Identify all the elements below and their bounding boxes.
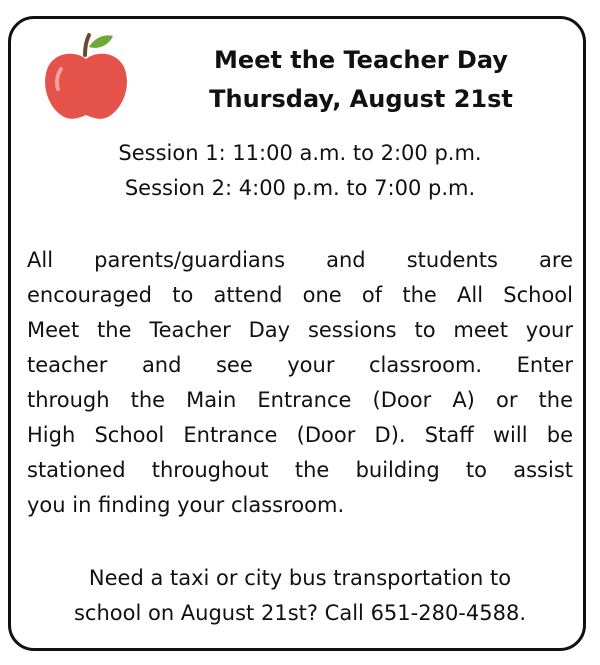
body-text-line: stationed throughout the building to assist — [27, 458, 573, 482]
body-text-line: through the Main Entrance (Door A) or the — [27, 388, 573, 412]
body-text-line: All parents/guardians and students are — [27, 248, 573, 272]
session-1-time: Session 1: 11:00 a.m. to 2:00 p.m. — [118, 141, 482, 165]
event-date: Thursday, August 21st — [209, 85, 513, 113]
body-text-line: Meet the Teacher Day sessions to meet your — [27, 318, 573, 342]
apple-icon — [41, 33, 131, 123]
phone-contact: school on August 21st? Call 651-280-4588. — [73, 601, 527, 625]
event-title: Meet the Teacher Day — [214, 46, 508, 74]
announcement-card — [8, 16, 586, 651]
body-text-line: encouraged to attend one of the All School — [27, 283, 573, 307]
body-text-line: High School Entrance (Door D). Staff will be — [27, 423, 573, 447]
body-text-line: teacher and see your classroom. Enter — [27, 353, 573, 377]
transportation-note: Need a taxi or city bus transportation to — [88, 566, 512, 590]
session-2-time: Session 2: 4:00 p.m. to 7:00 p.m. — [124, 176, 476, 200]
body-text-line: you in finding your classroom. — [27, 493, 345, 517]
